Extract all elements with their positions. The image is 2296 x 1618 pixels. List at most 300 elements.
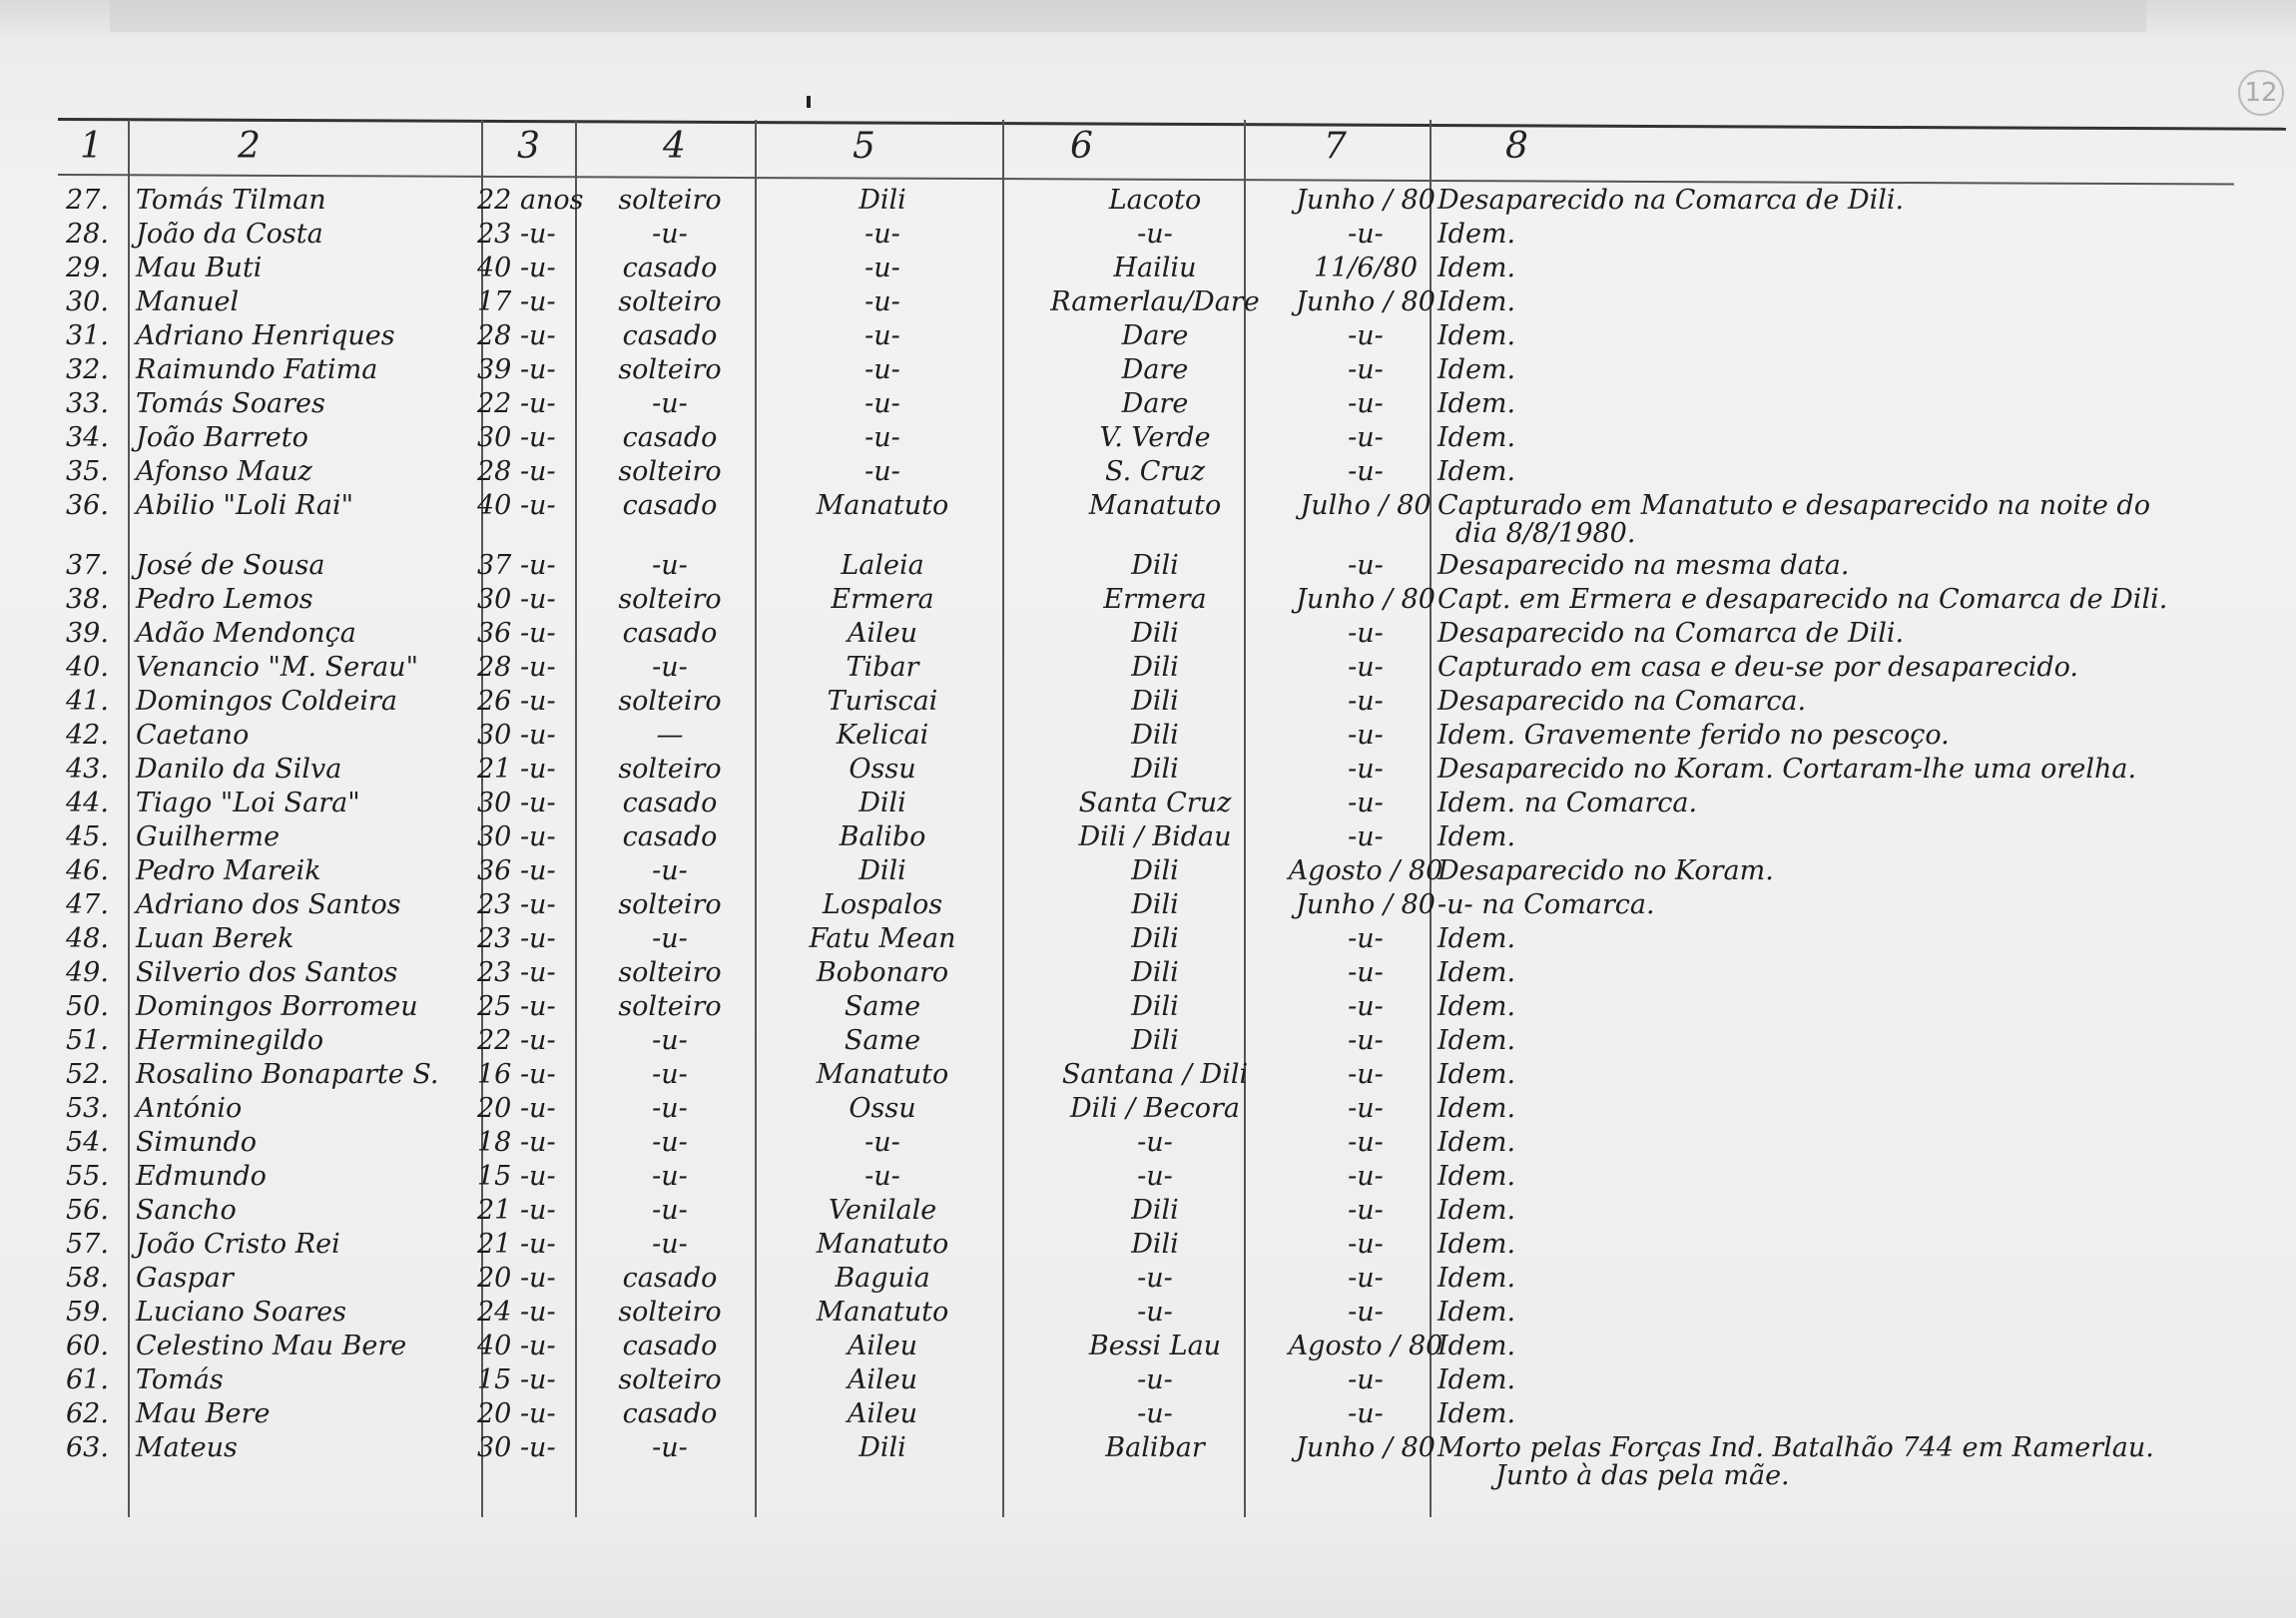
column-number-2: 2 — [238, 126, 261, 167]
table-row — [58, 218, 2286, 252]
capture-place-cell: Santa Cruz — [1078, 788, 1232, 818]
age-cell: 28 -u- — [477, 456, 556, 487]
age-cell: 21 -u- — [477, 1229, 556, 1260]
origin-cell: Aileu — [847, 1331, 918, 1361]
person-name: Domingos Coldeira — [136, 686, 397, 717]
remarks-cell: Idem. — [1437, 923, 1516, 954]
capture-place-cell: Dili — [1131, 618, 1179, 649]
capture-place-cell: -u- — [1137, 1161, 1173, 1192]
person-name: Tomás Tilman — [136, 185, 326, 216]
entry-number: 39. — [66, 618, 109, 649]
person-name: José de Sousa — [136, 550, 325, 581]
entry-number: 40. — [66, 652, 109, 683]
age-cell: 23 -u- — [477, 957, 556, 988]
remarks-cell: Idem. — [1437, 1297, 1516, 1328]
person-name: Raimundo Fatima — [136, 354, 378, 385]
age-cell: 16 -u- — [477, 1059, 556, 1090]
age-cell: 28 -u- — [477, 320, 556, 351]
person-name: Silverio dos Santos — [136, 957, 398, 988]
capture-place-cell: -u- — [1137, 1364, 1173, 1395]
remarks-cell: Idem. — [1437, 821, 1516, 852]
date-cell: -u- — [1348, 1263, 1384, 1294]
capture-place-cell: Dili — [1131, 1195, 1179, 1226]
person-name: Mateus — [136, 1432, 238, 1463]
table-row — [58, 1024, 2286, 1058]
marital-status-cell: casado — [622, 788, 718, 818]
marital-status-cell: -u- — [652, 1025, 688, 1056]
table-row — [58, 1058, 2286, 1092]
marital-status-cell: solteiro — [618, 584, 722, 615]
capture-place-cell: Dili / Bidau — [1078, 821, 1232, 852]
remarks-cell: Idem. — [1437, 991, 1516, 1022]
age-cell: 22 -u- — [477, 388, 556, 419]
age-cell: 37 -u- — [477, 550, 556, 581]
capture-place-cell: -u- — [1137, 1127, 1173, 1158]
table-row — [58, 922, 2286, 956]
age-cell: 15 -u- — [477, 1161, 556, 1192]
table-row — [58, 956, 2286, 990]
table-row — [58, 888, 2286, 922]
capture-place-cell: Dili — [1131, 855, 1179, 886]
origin-cell: -u- — [864, 1127, 900, 1158]
remarks-cell: Idem. — [1437, 422, 1516, 453]
date-cell: -u- — [1348, 1127, 1384, 1158]
date-cell: Junho / 80 — [1296, 584, 1435, 615]
capture-place-cell: Ramerlau/Dare — [1050, 286, 1260, 317]
remarks-cell: Idem. Gravemente ferido no pescoço. — [1437, 720, 1950, 751]
table-row — [58, 787, 2286, 820]
origin-cell: Aileu — [847, 1398, 918, 1429]
marital-status-cell: -u- — [652, 1229, 688, 1260]
marital-status-cell: solteiro — [618, 889, 722, 920]
capture-place-cell: Dili — [1131, 686, 1179, 717]
date-cell: Junho / 80 — [1296, 286, 1435, 317]
entry-number: 52. — [66, 1059, 109, 1090]
table-row — [58, 421, 2286, 455]
entry-number: 63. — [66, 1432, 109, 1463]
table-row — [58, 1194, 2286, 1228]
table-row — [58, 685, 2286, 719]
entry-number: 30. — [66, 286, 109, 317]
remarks-cell: Idem. — [1437, 957, 1516, 988]
marital-status-cell: casado — [622, 320, 718, 351]
capture-place-cell: -u- — [1137, 1263, 1173, 1294]
capture-place-cell: Dili — [1131, 923, 1179, 954]
table-row — [58, 184, 2286, 218]
marital-status-cell: casado — [622, 253, 718, 283]
age-cell: 30 -u- — [477, 720, 556, 751]
table-row — [58, 1228, 2286, 1262]
age-cell: 21 -u- — [477, 1195, 556, 1226]
origin-cell: Dili — [859, 1432, 906, 1463]
date-cell: -u- — [1348, 957, 1384, 988]
marital-status-cell: solteiro — [618, 286, 722, 317]
marital-status-cell: casado — [622, 1263, 718, 1294]
origin-cell: Tibar — [846, 652, 919, 683]
origin-cell: Laleia — [841, 550, 924, 581]
capture-place-cell: V. Verde — [1099, 422, 1211, 453]
column-number-3: 3 — [517, 126, 540, 167]
remarks-cell: Capturado em Manatuto e desaparecido na noite do — [1437, 490, 2150, 521]
age-cell: 23 -u- — [477, 923, 556, 954]
age-cell: 15 -u- — [477, 1364, 556, 1395]
entry-number: 54. — [66, 1127, 109, 1158]
date-cell: -u- — [1348, 550, 1384, 581]
marital-status-cell: casado — [622, 422, 718, 453]
entry-number: 60. — [66, 1331, 109, 1361]
person-name: Afonso Mauz — [136, 456, 312, 487]
marital-status-cell: -u- — [652, 219, 688, 250]
date-cell: -u- — [1348, 1093, 1384, 1124]
marital-status-cell: -u- — [652, 855, 688, 886]
person-name: Gaspar — [136, 1263, 234, 1294]
person-name: Adriano dos Santos — [136, 889, 401, 920]
remarks-cell: Desaparecido na Comarca de Dili. — [1437, 618, 1905, 649]
remarks-cell: Idem. — [1437, 1025, 1516, 1056]
entry-number: 28. — [66, 219, 109, 250]
origin-cell: Aileu — [847, 1364, 918, 1395]
capture-place-cell: Dili — [1131, 720, 1179, 751]
remarks-cell: -u- na Comarca. — [1437, 889, 1655, 920]
origin-cell: -u- — [864, 253, 900, 283]
marital-status-cell: -u- — [652, 923, 688, 954]
age-cell: 20 -u- — [477, 1398, 556, 1429]
origin-cell: Ossu — [849, 1093, 916, 1124]
page-number-stamp: 12 — [2238, 70, 2284, 116]
origin-cell: Balibo — [839, 821, 926, 852]
entry-number: 42. — [66, 720, 109, 751]
remarks-cell: Morto pelas Forças Ind. Batalhão 744 em Ramerlau. — [1437, 1432, 2154, 1463]
person-name: Danilo da Silva — [136, 754, 342, 785]
person-name: Rosalino Bonaparte S. — [136, 1059, 439, 1090]
table-row — [58, 1330, 2286, 1363]
date-cell: -u- — [1348, 652, 1384, 683]
age-cell: 23 -u- — [477, 889, 556, 920]
person-name: Mau Bere — [136, 1398, 271, 1429]
origin-cell: Manatuto — [816, 1059, 949, 1090]
date-cell: Junho / 80 — [1296, 889, 1435, 920]
pen-tick — [807, 96, 811, 108]
date-cell: -u- — [1348, 1364, 1384, 1395]
capture-place-cell: Bessi Lau — [1088, 1331, 1222, 1361]
column-number-7: 7 — [1324, 126, 1347, 167]
person-name: Sancho — [136, 1195, 237, 1226]
table-row — [58, 753, 2286, 787]
date-cell: -u- — [1348, 456, 1384, 487]
age-cell: 36 -u- — [477, 855, 556, 886]
remarks-cell: Idem. — [1437, 1331, 1516, 1361]
marital-status-cell: -u- — [652, 1161, 688, 1192]
entry-number: 57. — [66, 1229, 109, 1260]
date-cell: Junho / 80 — [1296, 185, 1435, 216]
capture-place-cell: Ermera — [1103, 584, 1207, 615]
table-row — [58, 617, 2286, 651]
capture-place-cell: Dili / Becora — [1069, 1093, 1240, 1124]
entry-number: 46. — [66, 855, 109, 886]
marital-status-cell: solteiro — [618, 991, 722, 1022]
capture-place-cell: Lacoto — [1108, 185, 1202, 216]
entry-number: 38. — [66, 584, 109, 615]
person-name: Luan Berek — [136, 923, 294, 954]
date-cell: -u- — [1348, 1059, 1384, 1090]
capture-place-cell: -u- — [1137, 1297, 1173, 1328]
age-cell: 22 anos — [477, 185, 584, 216]
table-row — [58, 719, 2286, 753]
origin-cell: Ermera — [831, 584, 934, 615]
date-cell: -u- — [1348, 686, 1384, 717]
table-row — [58, 1160, 2286, 1194]
remarks-cell: Idem. — [1437, 1229, 1516, 1260]
date-cell: -u- — [1348, 1161, 1384, 1192]
remarks-cell: Idem. — [1437, 354, 1516, 385]
age-cell: 30 -u- — [477, 584, 556, 615]
date-cell: Agosto / 80 — [1288, 855, 1443, 886]
marital-status-cell: casado — [622, 618, 718, 649]
age-cell: 20 -u- — [477, 1263, 556, 1294]
date-cell: 11/6/80 — [1313, 253, 1419, 283]
date-cell: -u- — [1348, 388, 1384, 419]
date-cell: -u- — [1348, 219, 1384, 250]
table-row — [58, 353, 2286, 387]
capture-place-cell: Dili — [1131, 889, 1179, 920]
age-cell: 23 -u- — [477, 219, 556, 250]
origin-cell: -u- — [864, 320, 900, 351]
date-cell: -u- — [1348, 821, 1384, 852]
remarks-cell: Desaparecido no Koram. — [1437, 855, 1774, 886]
entry-number: 35. — [66, 456, 109, 487]
marital-status-cell: solteiro — [618, 957, 722, 988]
age-cell: 24 -u- — [477, 1297, 556, 1328]
entry-number: 62. — [66, 1398, 109, 1429]
table-row — [58, 1126, 2286, 1160]
capture-place-cell: Hailiu — [1113, 253, 1197, 283]
age-cell: 20 -u- — [477, 1093, 556, 1124]
origin-cell: -u- — [864, 219, 900, 250]
marital-status-cell: casado — [622, 490, 718, 521]
marital-status-cell: -u- — [652, 1127, 688, 1158]
capture-place-cell: Dili — [1131, 1025, 1179, 1056]
person-name: Caetano — [136, 720, 250, 751]
person-name: Pedro Mareik — [136, 855, 321, 886]
marital-status-cell: casado — [622, 821, 718, 852]
remarks-cell: Idem. — [1437, 219, 1516, 250]
person-name: Guilherme — [136, 821, 281, 852]
entry-number: 29. — [66, 253, 109, 283]
origin-cell: -u- — [864, 388, 900, 419]
entry-number: 44. — [66, 788, 109, 818]
table-row — [58, 651, 2286, 685]
marital-status-cell: -u- — [652, 1093, 688, 1124]
remarks-cell: Desaparecido na mesma data. — [1437, 550, 1850, 581]
remarks-cell: Idem. — [1437, 388, 1516, 419]
date-cell: -u- — [1348, 991, 1384, 1022]
entry-number: 59. — [66, 1297, 109, 1328]
date-cell: Junho / 80 — [1296, 1432, 1435, 1463]
table-row-continuation — [58, 517, 2286, 551]
capture-place-cell: -u- — [1137, 219, 1173, 250]
capture-place-cell: Balibar — [1105, 1432, 1205, 1463]
origin-cell: Ossu — [849, 754, 916, 785]
age-cell: 26 -u- — [477, 686, 556, 717]
age-cell: 28 -u- — [477, 652, 556, 683]
capture-place-cell: Dili — [1131, 957, 1179, 988]
date-cell: -u- — [1348, 1195, 1384, 1226]
date-cell: -u- — [1348, 354, 1384, 385]
entry-number: 36. — [66, 490, 109, 521]
entry-number: 55. — [66, 1161, 109, 1192]
marital-status-cell: solteiro — [618, 1297, 722, 1328]
entry-number: 51. — [66, 1025, 109, 1056]
column-number-1: 1 — [80, 126, 103, 167]
person-name: Herminegildo — [136, 1025, 324, 1056]
origin-cell: Manatuto — [816, 490, 949, 521]
age-cell: 39 -u- — [477, 354, 556, 385]
remarks-cell: Desaparecido na Comarca. — [1437, 686, 1807, 717]
origin-cell: Same — [844, 1025, 921, 1056]
entry-number: 41. — [66, 686, 109, 717]
marital-status-cell: — — [656, 720, 684, 751]
marital-status-cell: solteiro — [618, 1364, 722, 1395]
remarks-cell: Capt. em Ermera e desaparecido na Comarca de Dili. — [1437, 584, 2168, 615]
age-cell: 18 -u- — [477, 1127, 556, 1158]
capture-place-cell: -u- — [1137, 1398, 1173, 1429]
table-row — [58, 285, 2286, 319]
table-row — [58, 319, 2286, 353]
capture-place-cell: Dili — [1131, 652, 1179, 683]
capture-place-cell: Santana / Dili — [1061, 1059, 1249, 1090]
date-cell: -u- — [1348, 422, 1384, 453]
entry-number: 50. — [66, 991, 109, 1022]
person-name: João Barreto — [136, 422, 308, 453]
remarks-continuation-cell: dia 8/8/1980. — [1455, 518, 1636, 549]
capture-place-cell: S. Cruz — [1105, 456, 1205, 487]
age-cell: 21 -u- — [477, 754, 556, 785]
capture-place-cell: Dare — [1121, 388, 1189, 419]
age-cell: 22 -u- — [477, 1025, 556, 1056]
ledger-table — [58, 118, 2286, 1515]
table-row-continuation — [58, 1459, 2286, 1493]
origin-cell: Kelicai — [836, 720, 929, 751]
table-row — [58, 387, 2286, 421]
table-row — [58, 1296, 2286, 1330]
entry-number: 56. — [66, 1195, 109, 1226]
age-cell: 25 -u- — [477, 991, 556, 1022]
date-cell: -u- — [1348, 1229, 1384, 1260]
person-name: Simundo — [136, 1127, 258, 1158]
marital-status-cell: -u- — [652, 550, 688, 581]
origin-cell: Manatuto — [816, 1297, 949, 1328]
remarks-cell: Idem. — [1437, 320, 1516, 351]
person-name: Venancio "M. Serau" — [136, 652, 418, 683]
origin-cell: Fatu Mean — [809, 923, 956, 954]
origin-cell: Manatuto — [816, 1229, 949, 1260]
entry-number: 31. — [66, 320, 109, 351]
remarks-cell: Idem. — [1437, 253, 1516, 283]
marital-status-cell: solteiro — [618, 456, 722, 487]
person-name: Adriano Henriques — [136, 320, 395, 351]
marital-status-cell: solteiro — [618, 686, 722, 717]
capture-place-cell: Dili — [1131, 754, 1179, 785]
marital-status-cell: casado — [622, 1398, 718, 1429]
table-row — [58, 820, 2286, 854]
remarks-cell: Capturado em casa e deu-se por desaparecido. — [1437, 652, 2078, 683]
capture-place-cell: Dili — [1131, 1229, 1179, 1260]
date-cell: -u- — [1348, 1398, 1384, 1429]
age-cell: 40 -u- — [477, 253, 556, 283]
entry-number: 53. — [66, 1093, 109, 1124]
origin-cell: Aileu — [847, 618, 918, 649]
remarks-cell: Idem. — [1437, 1263, 1516, 1294]
entry-number: 37. — [66, 550, 109, 581]
origin-cell: Venilale — [828, 1195, 937, 1226]
table-row — [58, 854, 2286, 888]
entry-number: 33. — [66, 388, 109, 419]
origin-cell: Same — [844, 991, 921, 1022]
marital-status-cell: -u- — [652, 1195, 688, 1226]
age-cell: 40 -u- — [477, 490, 556, 521]
person-name: Tiago "Loi Sara" — [136, 788, 360, 818]
person-name: Tomás — [136, 1364, 224, 1395]
age-cell: 17 -u- — [477, 286, 556, 317]
origin-cell: -u- — [864, 286, 900, 317]
age-cell: 30 -u- — [477, 788, 556, 818]
origin-cell: -u- — [864, 422, 900, 453]
column-number-5: 5 — [853, 126, 875, 167]
entry-number: 58. — [66, 1263, 109, 1294]
scan-shadow-strip — [110, 0, 2146, 32]
remarks-cell: Idem. na Comarca. — [1437, 788, 1698, 818]
entry-number: 61. — [66, 1364, 109, 1395]
remarks-cell: Desaparecido na Comarca de Dili. — [1437, 185, 1905, 216]
table-row — [58, 583, 2286, 617]
remarks-continuation-cell: Junto à das pela mãe. — [1495, 1460, 1790, 1491]
person-name: António — [136, 1093, 243, 1124]
entry-number: 48. — [66, 923, 109, 954]
column-number-4: 4 — [663, 126, 686, 167]
date-cell: -u- — [1348, 320, 1384, 351]
table-top-rule — [58, 118, 2286, 131]
remarks-cell: Idem. — [1437, 286, 1516, 317]
date-cell: Agosto / 80 — [1288, 1331, 1443, 1361]
table-row — [58, 990, 2286, 1024]
entry-number: 47. — [66, 889, 109, 920]
date-cell: -u- — [1348, 1297, 1384, 1328]
table-row — [58, 1397, 2286, 1431]
column-number-6: 6 — [1070, 126, 1093, 167]
entry-number: 32. — [66, 354, 109, 385]
age-cell: 30 -u- — [477, 821, 556, 852]
person-name: Abilio "Loli Rai" — [136, 490, 354, 521]
date-cell: -u- — [1348, 754, 1384, 785]
capture-place-cell: Manatuto — [1088, 490, 1222, 521]
person-name: Mau Buti — [136, 253, 263, 283]
marital-status-cell: solteiro — [618, 354, 722, 385]
date-cell: -u- — [1348, 720, 1384, 751]
table-row — [58, 455, 2286, 489]
capture-place-cell: Dare — [1121, 354, 1189, 385]
age-cell: 30 -u- — [477, 422, 556, 453]
origin-cell: Lospalos — [822, 889, 943, 920]
remarks-cell: Idem. — [1437, 1127, 1516, 1158]
table-row — [58, 1363, 2286, 1397]
table-row — [58, 1092, 2286, 1126]
entry-number: 49. — [66, 957, 109, 988]
origin-cell: Baguia — [835, 1263, 930, 1294]
person-name: Adão Mendonça — [136, 618, 356, 649]
entry-number: 43. — [66, 754, 109, 785]
person-name: Tomás Soares — [136, 388, 325, 419]
origin-cell: Bobonaro — [816, 957, 949, 988]
